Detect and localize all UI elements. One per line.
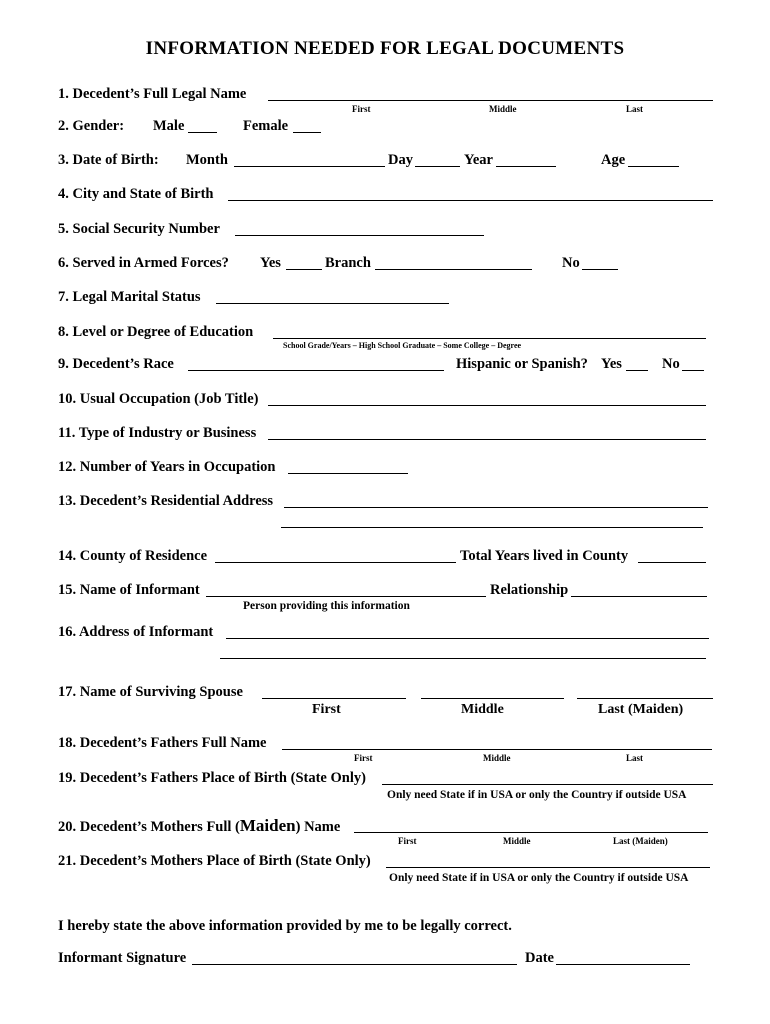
total-years-field[interactable] bbox=[638, 562, 706, 563]
label-informant-name: 15. Name of Informant bbox=[58, 582, 200, 598]
mother-birthplace-hint: Only need State if in USA or only the Country if outside USA bbox=[389, 872, 689, 884]
occupation-field[interactable] bbox=[268, 405, 706, 406]
education-hint: School Grade/Years – High School Graduate – Some College – Degree bbox=[283, 341, 522, 350]
male-field[interactable] bbox=[188, 132, 217, 133]
spouse-middle-field[interactable] bbox=[421, 698, 564, 699]
label-mother-name-a: 20. Decedent’s Mothers Full ( bbox=[58, 819, 240, 835]
informant-name-field[interactable] bbox=[206, 596, 486, 597]
sub-last: Last bbox=[626, 104, 644, 114]
label-age: Age bbox=[601, 152, 626, 168]
sub-spouse-middle: Middle bbox=[461, 702, 504, 717]
sub-first: First bbox=[352, 104, 371, 114]
sub-father-last: Last bbox=[626, 753, 644, 763]
label-residential-address: 13. Decedent’s Residential Address bbox=[58, 493, 274, 509]
label-hispanic: Hispanic or Spanish? bbox=[456, 356, 588, 372]
label-city-state-birth: 4. City and State of Birth bbox=[58, 186, 214, 202]
father-name-field[interactable] bbox=[282, 749, 712, 750]
label-father-name: 18. Decedent’s Fathers Full Name bbox=[58, 735, 267, 751]
ssn-field[interactable] bbox=[235, 235, 484, 236]
county-field[interactable] bbox=[215, 562, 456, 563]
page-title: INFORMATION NEEDED FOR LEGAL DOCUMENTS bbox=[145, 38, 625, 59]
month-field[interactable] bbox=[234, 166, 385, 167]
label-occupation: 10. Usual Occupation (Job Title) bbox=[58, 391, 259, 407]
armed-yes-field[interactable] bbox=[286, 269, 322, 270]
mother-name-field[interactable] bbox=[354, 832, 708, 833]
label-date-of-birth: 3. Date of Birth: bbox=[58, 152, 159, 168]
label-day: Day bbox=[388, 152, 413, 168]
attestation-statement: I hereby state the above information provided by me to be legally correct. bbox=[58, 918, 512, 934]
residential-address-field-2[interactable] bbox=[281, 527, 703, 528]
city-state-birth-field[interactable] bbox=[228, 200, 713, 201]
female-field[interactable] bbox=[293, 132, 321, 133]
label-female: Female bbox=[243, 118, 289, 134]
race-field[interactable] bbox=[188, 370, 444, 371]
label-years-occupation: 12. Number of Years in Occupation bbox=[58, 459, 276, 475]
label-branch: Branch bbox=[325, 255, 371, 271]
label-armed-yes: Yes bbox=[260, 255, 281, 271]
label-surviving-spouse: 17. Name of Surviving Spouse bbox=[58, 684, 243, 700]
label-gender: 2. Gender: bbox=[58, 118, 125, 134]
label-father-birthplace: 19. Decedent’s Fathers Place of Birth (State Only) bbox=[58, 770, 366, 786]
hispanic-yes-field[interactable] bbox=[626, 370, 648, 371]
branch-field[interactable] bbox=[375, 269, 532, 270]
marital-status-field[interactable] bbox=[216, 303, 449, 304]
label-decedent-full-name: 1. Decedent’s Full Legal Name bbox=[58, 86, 247, 102]
sub-middle: Middle bbox=[489, 104, 517, 114]
label-male: Male bbox=[153, 118, 185, 134]
label-ssn: 5. Social Security Number bbox=[58, 221, 220, 237]
informant-hint: Person providing this information bbox=[243, 600, 410, 612]
spouse-last-field[interactable] bbox=[577, 698, 713, 699]
mother-birthplace-field[interactable] bbox=[386, 867, 710, 868]
label-industry: 11. Type of Industry or Business bbox=[58, 425, 257, 441]
father-birthplace-hint: Only need State if in USA or only the Country if outside USA bbox=[387, 789, 687, 801]
label-hispanic-no: No bbox=[662, 356, 680, 372]
label-county: 14. County of Residence bbox=[58, 548, 208, 564]
sub-father-first: First bbox=[354, 753, 373, 763]
label-armed-no: No bbox=[562, 255, 580, 271]
label-relationship: Relationship bbox=[490, 582, 569, 598]
industry-field[interactable] bbox=[268, 439, 706, 440]
informant-address-field-2[interactable] bbox=[220, 658, 706, 659]
label-date: Date bbox=[525, 950, 554, 966]
day-field[interactable] bbox=[415, 166, 460, 167]
residential-address-field[interactable] bbox=[284, 507, 708, 508]
label-education: 8. Level or Degree of Education bbox=[58, 324, 254, 340]
label-mother-name bbox=[58, 816, 340, 836]
education-field[interactable] bbox=[273, 338, 706, 339]
label-race: 9. Decedent’s Race bbox=[58, 356, 174, 372]
label-hispanic-yes: Yes bbox=[601, 356, 622, 372]
label-informant-address: 16. Address of Informant bbox=[58, 624, 214, 640]
sub-spouse-last: Last (Maiden) bbox=[598, 702, 684, 717]
sub-spouse-first: First bbox=[312, 702, 341, 717]
years-occupation-field[interactable] bbox=[288, 473, 408, 474]
sub-mother-middle: Middle bbox=[503, 836, 531, 846]
spouse-first-field[interactable] bbox=[262, 698, 406, 699]
decedent-full-name-field[interactable] bbox=[268, 100, 713, 101]
label-informant-signature: Informant Signature bbox=[58, 950, 187, 966]
informant-address-field[interactable] bbox=[226, 638, 709, 639]
father-birthplace-field[interactable] bbox=[382, 784, 713, 785]
hispanic-no-field[interactable] bbox=[682, 370, 704, 371]
label-armed-forces: 6. Served in Armed Forces? bbox=[58, 255, 229, 271]
label-total-years: Total Years lived in County bbox=[460, 548, 629, 564]
label-mother-name-c: ) Name bbox=[295, 819, 341, 835]
sub-mother-first: First bbox=[398, 836, 417, 846]
sub-mother-last: Last (Maiden) bbox=[613, 836, 668, 846]
label-year: Year bbox=[464, 152, 493, 168]
year-field[interactable] bbox=[496, 166, 556, 167]
relationship-field[interactable] bbox=[571, 596, 707, 597]
label-marital-status: 7. Legal Marital Status bbox=[58, 289, 201, 305]
informant-signature-field[interactable] bbox=[192, 964, 517, 965]
armed-no-field[interactable] bbox=[582, 269, 618, 270]
date-field[interactable] bbox=[556, 964, 690, 965]
label-mother-birthplace: 21. Decedent’s Mothers Place of Birth (State Only) bbox=[58, 853, 371, 869]
label-month: Month bbox=[186, 152, 228, 168]
label-mother-name-maiden: Maiden bbox=[239, 816, 296, 835]
sub-father-middle: Middle bbox=[483, 753, 511, 763]
age-field[interactable] bbox=[628, 166, 679, 167]
